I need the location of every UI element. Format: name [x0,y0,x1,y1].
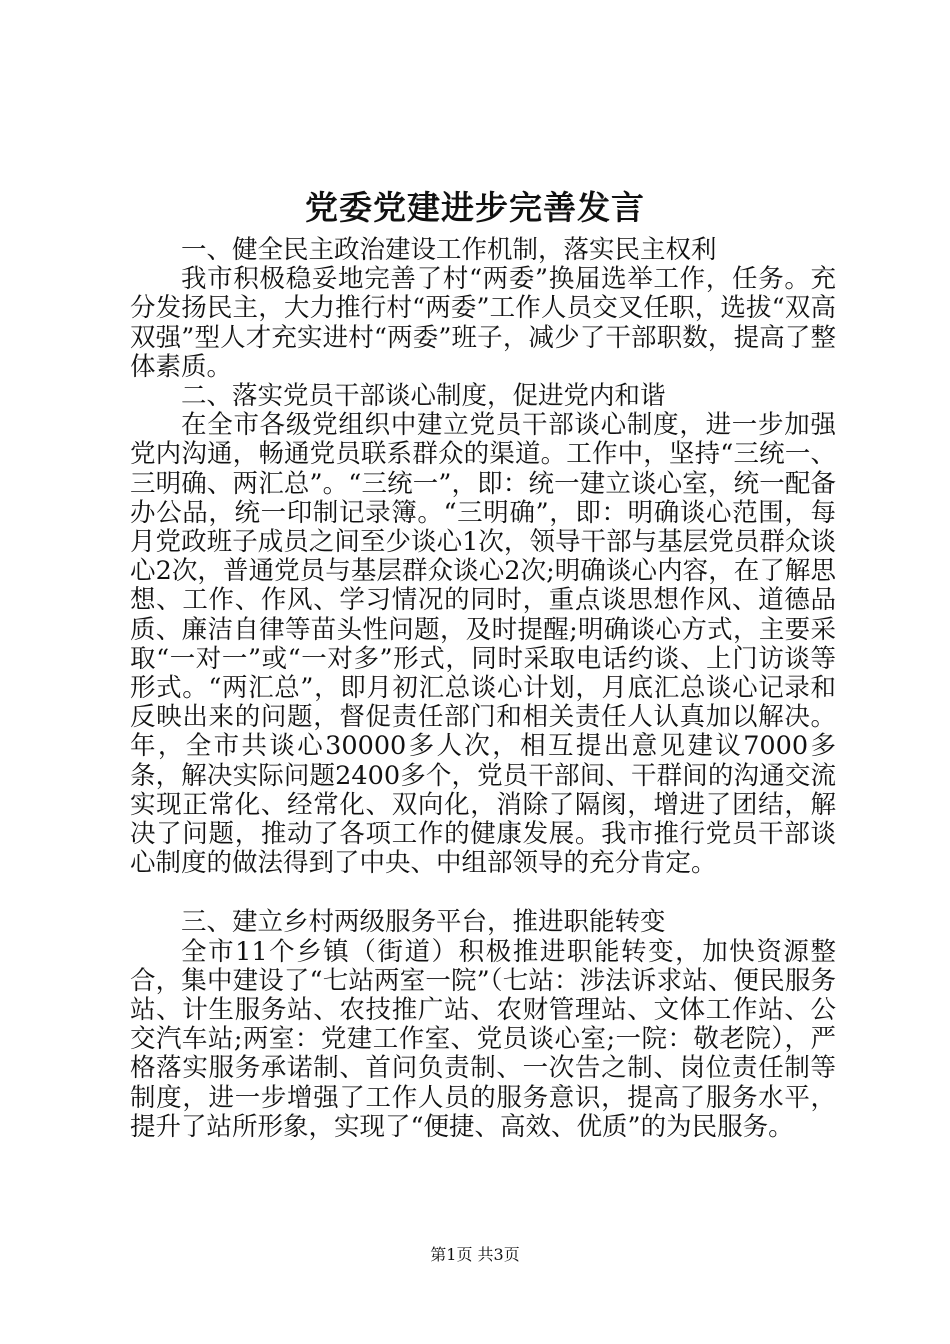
page-footer: 第1页 共3页 [430,1245,520,1264]
section-paragraph-2: 在全市各级党组织中建立党员干部谈心制度，进一步加强党内沟通，畅通党员联系群众的渠道。工作中，坚持“三统一、三明确、两汇总”。“三统一”，即：统一建立谈心室，统一配备办公品，统一印制记录簿。“三明确”，即：明确谈心范围，每月党政班子成员之间至少谈心1次，领导干部与基层党员群众谈心2次，普通党员与基层群众谈心2次;明确谈心内容，在了解思想、工作、作风、学习情况的同时，重点谈思想作风、道德品质、廉洁自律等苗头性问题，及时提醒;明确谈心方式，主要采取“一对一”或“一对多”形式，同时采取电话约谈、上门访谈等形式。“两汇总”，即月初汇总谈心计划，月底汇总谈心记录和反映出来的问题，督促责任部门和相关责任人认真加以解决。年，全市共谈心30000多人次，相互提出意见建议7000多条，解决实际问题2400多个，党员干部间、干群间的沟通交流实现正常化、经常化、双向化，消除了隔阂，增进了团结，解决了问题，推动了各项工作的健康发展。我市推行党员干部谈心制度的做法得到了中央、中组部领导的充分肯定。 [130,410,836,879]
document-title: 党委党建进步完善发言 [305,188,645,227]
section-heading-1: 一、健全民主政治建设工作机制，落实民主权利 [181,235,717,265]
section-heading-3: 三、建立乡村两级服务平台，推进职能转变 [181,907,666,938]
section-heading-2: 二、落实党员干部谈心制度，促进党内和谐 [181,381,666,412]
section-paragraph-1: 我市积极稳妥地完善了村“两委”换届选举工作，任务。充分发扬民主，大力推行村“两委”工作人员交叉任职，选拔“双高双强”型人才充实进村“两委”班子，减少了干部职数，提高了整体素质。 [130,264,836,382]
section-spacer [130,878,836,908]
document-body [130,236,836,1142]
section-paragraph-3: 全市11个乡镇（街道）积极推进职能转变，加快资源整合，集中建设了“七站两室一院”（七站：涉法诉求站、便民服务站、计生服务站、农技推广站、农财管理站、文体工作站、公交汽车站;两室：党建工作室、党员谈心室;一院：敬老院），严格落实服务承诺制、首问负责制、一次告之制、岗位责任制等制度，进一步增强了工作人员的服务意识，提高了服务水平，提升了站所形象，实现了“便捷、高效、优质”的为民服务。 [130,936,836,1142]
